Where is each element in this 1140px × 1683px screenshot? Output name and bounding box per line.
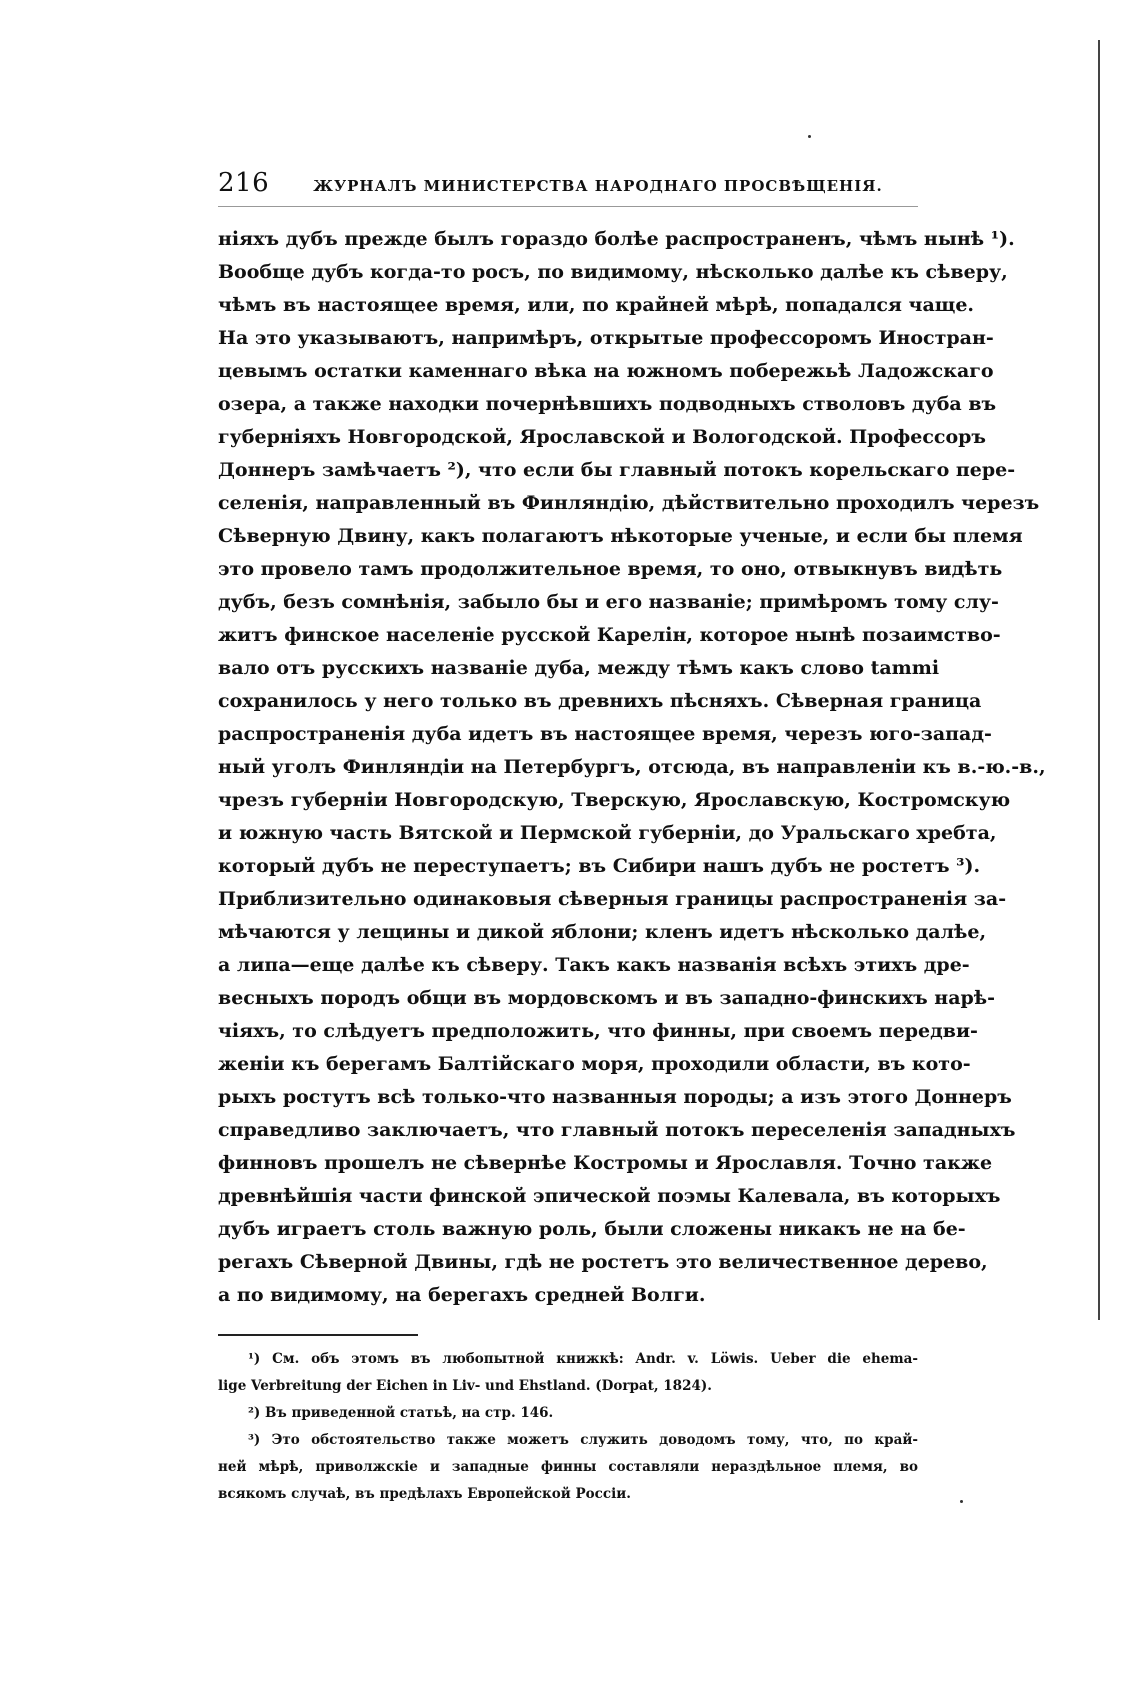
footnote-divider — [218, 1334, 418, 1336]
text-line: Приблизительно одинаковыя сѣверныя границы распространенія за- — [218, 888, 1007, 910]
text-line: сохранилось у него только въ древнихъ пѣсняхъ. Сѣверная граница — [218, 690, 982, 712]
footnote-line: ¹) См. объ этомъ въ любопытной книжкѣ: Andr. v. Löwis. Ueber die ehema- — [248, 1351, 918, 1367]
footnote-line: ³) Это обстоятельство также можетъ служить доводомъ тому, что, по край- — [248, 1432, 918, 1448]
text-line: чрезъ губерніи Новгородскую, Тверскую, Ярославскую, Костромскую — [218, 789, 1011, 811]
text-line: чѣмъ въ настоящее время, или, по крайней мѣрѣ, попадался чаще. — [218, 294, 975, 316]
footnote-line: lige Verbreitung der Eichen in Liv- und Ehstland. (Dorpat, 1824). — [218, 1378, 712, 1394]
text-line: мѣчаются у лещины и дикой яблони; кленъ идетъ нѣсколько далѣе, — [218, 921, 987, 943]
text-line: рыхъ ростутъ всѣ только-что названныя породы; а изъ этого Доннеръ — [218, 1086, 1012, 1108]
text-line: а по видимому, на берегахъ средней Волги. — [218, 1284, 706, 1306]
text-line: ный уголъ Финляндіи на Петербургъ, отсюда, въ направленіи къ в.-ю.-в., — [218, 756, 1046, 778]
footnote-line: ней мѣрѣ, приволжскіе и западные финны составляли нераздѣльное племя, во — [218, 1459, 918, 1475]
footnote-line: всякомъ случаѣ, въ предѣлахъ Европейской Россіи. — [218, 1486, 631, 1502]
text-line: Доннеръ замѣчаетъ ²), что если бы главный потокъ корельскаго пере- — [218, 459, 1016, 481]
text-line: ніяхъ дубъ прежде былъ гораздо болѣе распространенъ, чѣмъ нынѣ ¹). — [218, 228, 1015, 250]
scan-speck — [960, 1500, 963, 1503]
text-line: финновъ прошелъ не сѣвернѣе Костромы и Ярославля. Точно также — [218, 1152, 993, 1174]
scan-speck — [808, 135, 811, 138]
text-line: На это указываютъ, напримѣръ, открытые профессоромъ Иностран- — [218, 327, 994, 349]
text-line: вало отъ русскихъ названіе дуба, между тѣмъ какъ слово tammi — [218, 657, 940, 679]
text-line: губерніяхъ Новгородской, Ярославской и Вологодской. Профессоръ — [218, 426, 987, 448]
page — [218, 168, 1046, 1508]
text-line: дубъ играетъ столь важную роль, были сложены никакъ не на бе- — [218, 1218, 966, 1240]
text-line: селенія, направленный въ Финляндію, дѣйствительно проходилъ черезъ — [218, 492, 1040, 514]
page-number: 216 — [218, 168, 270, 198]
text-line: справедливо заключаетъ, что главный потокъ переселенія западныхъ — [218, 1119, 1016, 1141]
text-line: женіи къ берегамъ Балтійскаго моря, проходили области, въ кото- — [218, 1053, 971, 1075]
text-line: Вообще дубъ когда-то росъ, по видимому, нѣсколько далѣе къ сѣверу, — [218, 261, 1008, 283]
footnotes — [218, 1346, 918, 1508]
footnote-line: ²) Въ приведенной статьѣ, на стр. 146. — [248, 1405, 554, 1421]
text-line: Сѣверную Двину, какъ полагаютъ нѣкоторые ученые, и если бы племя — [218, 525, 1023, 547]
text-line: житъ финское населеніе русской Карелін, которое нынѣ позаимство- — [218, 624, 1001, 646]
text-line: древнѣйшія части финской эпической поэмы Калевала, въ которыхъ — [218, 1185, 1001, 1207]
text-line: а липа—еще далѣе къ сѣверу. Такъ какъ названія всѣхъ этихъ дре- — [218, 954, 970, 976]
text-line: и южную часть Вятской и Пермской губерніи, до Уральскаго хребта, — [218, 822, 997, 844]
text-line: который дубъ не переступаетъ; въ Сибири нашъ дубъ не ростетъ ³). — [218, 855, 981, 877]
text-line: это провело тамъ продолжительное время, то оно, отвыкнувъ видѣть — [218, 558, 1003, 580]
page-header — [218, 168, 918, 202]
header-divider — [218, 206, 918, 207]
body-text — [218, 223, 1046, 1312]
text-line: дубъ, безъ сомнѣнія, забыло бы и его названіе; примѣромъ тому слу- — [218, 591, 999, 613]
text-line: озера, а также находки почернѣвшихъ подводныхъ стволовъ дуба въ — [218, 393, 997, 415]
scan-page-edge — [1098, 40, 1100, 1320]
text-line: чіяхъ, то слѣдуетъ предположить, что финны, при своемъ передви- — [218, 1020, 978, 1042]
text-line: распространенія дуба идетъ въ настоящее время, черезъ юго-запад- — [218, 723, 992, 745]
running-title: ЖУРНАЛЪ МИНИСТЕРСТВА НАРОДНАГО ПРОСВѢЩЕНІЯ. — [313, 177, 883, 195]
text-line: регахъ Сѣверной Двины, гдѣ не ростетъ это величественное дерево, — [218, 1251, 988, 1273]
text-line: весныхъ породъ общи въ мордовскомъ и въ западно-финскихъ нарѣ- — [218, 987, 996, 1009]
text-line: цевымъ остатки каменнаго вѣка на южномъ побережьѣ Ладожскаго — [218, 360, 994, 382]
